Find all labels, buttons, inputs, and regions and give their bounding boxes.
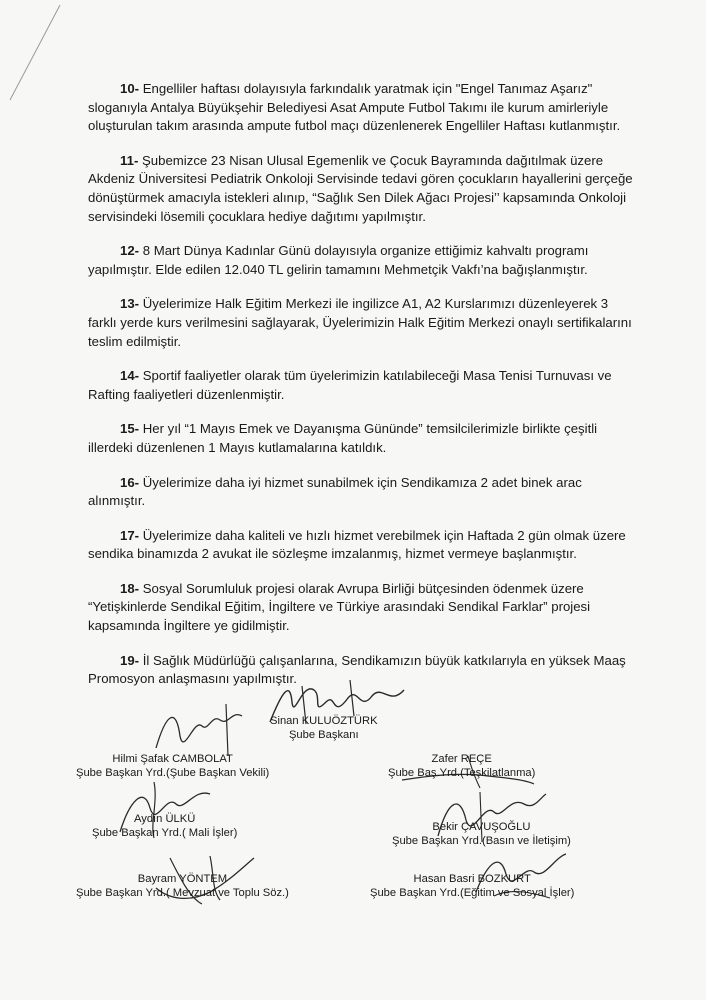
item-number: 19-: [120, 652, 140, 668]
item-number: 14-: [120, 368, 140, 384]
signatory-title: Şube Başkan Yrd.( Mevzuat ve Toplu Söz.): [76, 887, 289, 899]
activity-item-19: [88, 652, 638, 689]
item-text: Şubemizce 23 Nisan Ulusal Egemenlik ve Çocuk Bayramında dağıtılmak üzere Akdeniz Üniversitesi Pediatrik Onkoloji Servisinde tedavi gören çocukların hayallerini gerçeğe dönüştürmek amacıyla istekleri alınıp, “Sağlık Sen Dilek Ağacı Projesi’’ kapsamında Onkoloji servisindeki lösemili çocuklara hediye dağıtımı yapılmıştır.: [88, 152, 633, 224]
item-text: İl Sağlık Müdürlüğü çalışanlarına, Sendikamızın büyük katkılarıyla en yüksek Maaş Promosyon anlaşmasını yapılmıştır.: [88, 652, 626, 687]
signatory-left2: [92, 812, 237, 840]
signatory-left3: [76, 872, 289, 900]
item-text: 8 Mart Dünya Kadınlar Günü dolayısıyla organize ettiğimiz kahvaltı programı yapılmıştır. Elde edilen 12.040 TL gelirin tamamını Mehmetçik Vakfı’na bağışlanmıştır.: [88, 243, 589, 277]
item-text: Engelliler haftası dolayısıyla farkındalık yaratmak için "Engel Tanımaz Aşarız" sloganıyla Antalya Büyükşehir Belediyesi Asat Ampute Futbol Takımı ile kurum amirleriyle oluşturulan takım arasında ampute futbol maçı düzenlenerek Engelliler Haftası kutlanmıştır.: [88, 81, 621, 134]
signatory-name: Aydın ÜLKÜ: [133, 813, 196, 825]
signatory-name: Zafer REÇE: [431, 753, 492, 765]
activity-item-13: [88, 295, 638, 351]
signatory-right1: [388, 752, 535, 780]
item-text: Sportif faaliyetler olarak tüm üyelerimizin katılabileceği Masa Tenisi Turnuvası ve Rafting faaliyetleri düzenlenmiştir.: [88, 368, 612, 402]
item-number: 10-: [120, 81, 140, 96]
item-number: 17-: [120, 527, 140, 543]
signatory-title: Şube Başkanı: [288, 729, 359, 741]
item-text: Her yıl “1 Mayıs Emek ve Dayanışma Gününde” temsilcilerimizle birlikte çeşitli illerdeki düzenlenen 1 Mayıs kutlamalarına katıldık.: [88, 421, 598, 455]
signatory-title: Şube Başkan Yrd.(Şube Başkan Vekili): [76, 767, 270, 779]
signatory-name: Bayram YÖNTEM: [137, 873, 228, 885]
item-text: Üyelerimize daha iyi hizmet sunabilmek için Sendikamıza 2 adet binek arac alınmıştır.: [88, 474, 582, 509]
signatory-name: Hasan Basri BOZKURT: [413, 873, 531, 885]
item-number: 15-: [120, 421, 140, 437]
signatory-right2: [392, 820, 571, 848]
activity-list: [88, 80, 638, 689]
activity-item-16: [88, 474, 638, 511]
item-number: 16-: [120, 474, 140, 490]
activity-item-15: [88, 420, 638, 457]
item-number: 12-: [120, 243, 140, 259]
signatory-title: Şube Başkan Yrd.( Mali İşler): [92, 827, 238, 839]
activity-item-10: [88, 80, 638, 136]
signatory-left1: [76, 752, 269, 780]
item-text: Üyelerimize Halk Eğitim Merkezi ile ingilizce A1, A2 Kurslarımızı düzenleyerek 3 farklı yerde kurs verilmesini sağlayarak, Üyelerimizin Halk Eğitim Merkezi onaylı sertifikalarını teslim edilmiştir.: [88, 296, 632, 349]
signatory-head: [270, 714, 378, 742]
signatory-title: Şube Baş.Yrd.(Teşkilatlanma): [388, 767, 536, 779]
signatory-name: Hilmi Şafak CAMBOLAT: [112, 753, 233, 765]
signatory-name: Bekir ÇAVUŞOĞLU: [432, 821, 531, 833]
signature-left1: [150, 700, 250, 760]
activity-item-11: [88, 152, 638, 226]
activity-item-17: [88, 527, 638, 564]
item-number: 18-: [120, 580, 140, 596]
activity-item-14: [88, 367, 638, 404]
item-text: Üyelerimize daha kaliteli ve hızlı hizmet verebilmek için Haftada 2 gün olmak üzere sendika binamızda 2 avukat ile sözleşme imzalanmış, hizmet vermeye başlanmıştır.: [88, 527, 626, 562]
signatory-title: Şube Başkan Yrd.(Basın ve İletişim): [392, 835, 571, 847]
item-number: 11-: [120, 152, 139, 168]
activity-item-12: [88, 242, 638, 279]
activity-item-18: [88, 580, 638, 636]
item-number: 13-: [120, 296, 140, 312]
signatory-right3: [370, 872, 574, 900]
item-text: Sosyal Sorumluluk projesi olarak Avrupa Birliği bütçesinden ödenmek üzere “Yetişkinlerde Sendikal Eğitim, İngiltere ve Türkiye arasındaki Sendikal Farklar” projesi kapsamında İngiltere ye gidilmiştir.: [88, 580, 591, 634]
scan-corner-mark: [0, 0, 80, 110]
signatory-name: Sinan KULUÖZTÜRK: [270, 715, 378, 727]
signatory-title: Şube Başkan Yrd.(Eğitim ve Sosyal İşler): [370, 887, 575, 899]
